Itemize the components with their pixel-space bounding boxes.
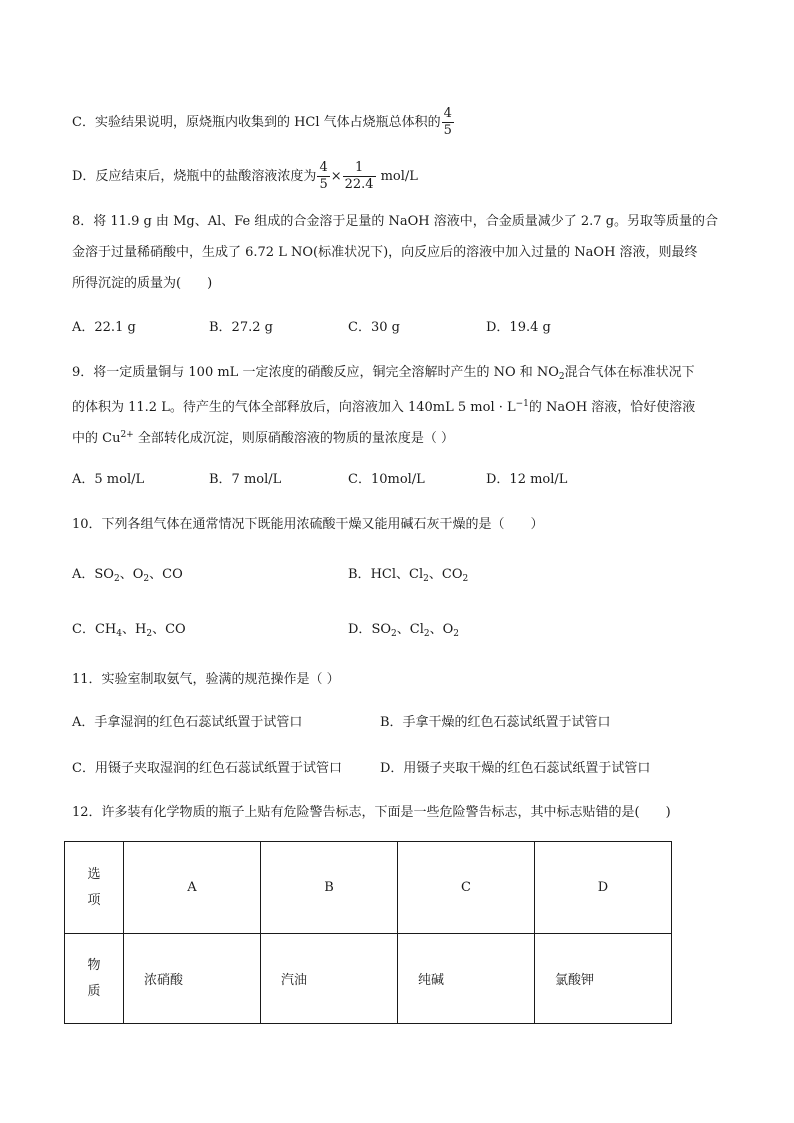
q8-option-c: C．30 g xyxy=(348,320,400,335)
q9-option-a: A．5 mol/L xyxy=(72,472,145,487)
q8-option-b: B．27.2 g xyxy=(209,320,273,335)
table-row-options xyxy=(65,842,672,934)
table-col-b: B xyxy=(261,842,398,934)
table-col-c: C xyxy=(398,842,535,934)
hazard-label-table xyxy=(64,841,672,1024)
q11-option-a: A．手拿湿润的红色石蕊试纸置于试管口 xyxy=(72,715,303,730)
q11-option-c: C．用镊子夹取湿润的红色石蕊试纸置于试管口 xyxy=(72,761,342,776)
fraction-1-22-4: $\frac{1}{22.4}$ xyxy=(344,160,374,192)
unit: mol/L xyxy=(380,169,418,184)
substance-d: 氯酸钾 xyxy=(535,934,672,1024)
q8-line-1: 8．将 11.9 g 由 Mg、Al、Fe 组成的合金溶于足量的 NaOH 溶液中，合金质量减少了 2.7 g。另取等质量的合 xyxy=(72,214,719,229)
option-d-text: D．反应结束后，烧瓶中的盐酸溶液浓度为 xyxy=(72,169,317,184)
option-c-text: C．实验结果说明，原烧瓶内收集到的 HCl 气体占烧瓶总体积的 xyxy=(72,115,441,130)
q8-option-d: D．19.4 g xyxy=(486,320,551,335)
q11-stem: 11．实验室制取氨气，验满的规范操作是（ ） xyxy=(72,672,340,687)
fraction-4-5: $\frac{4}{5}$ xyxy=(319,160,328,192)
q12-stem: 12．许多装有化学物质的瓶子上贴有危险警告标志，下面是一些危险警告标志，其中标志贴错的是( ) xyxy=(72,805,671,820)
q9-line-1: 9．将一定质量铜与 100 mL 一定浓度的硝酸反应，铜完全溶解时产生的 NO 和 $NO_2$混合气体在标准状况下 xyxy=(72,365,695,382)
table-header-label: 选 项 xyxy=(65,842,124,934)
q9-line-2: 的体积为 11.2 L。待产生的气体全部释放后，向溶液加入 140mL 5 mol · $L^{-1}$的 NaOH 溶液，恰好使溶液 xyxy=(72,399,696,415)
q10-option-a: A．$SO_2$、$O_2$、CO xyxy=(72,567,183,584)
table-row-substances xyxy=(65,934,672,1024)
fraction-4-5: $\frac{4}{5}$ xyxy=(443,106,452,138)
substance-b: 汽油 xyxy=(261,934,398,1024)
q10-option-c: C．$CH_4$、$H_2$、CO xyxy=(72,622,186,639)
table-row-label: 物 质 xyxy=(65,934,124,1024)
q9-option-b: B．7 mol/L xyxy=(209,472,282,487)
q11-option-b: B．手拿干燥的红色石蕊试纸置于试管口 xyxy=(380,715,611,730)
times-sign: × xyxy=(330,169,342,184)
table-col-a: A xyxy=(124,842,261,934)
table-col-d: D xyxy=(535,842,672,934)
q10-option-b: B．HCl、$Cl_2$、$CO_2$ xyxy=(348,567,469,584)
substance-a: 浓硝酸 xyxy=(124,934,261,1024)
q8-line-2: 金溶于过量稀硝酸中，生成了 6.72 L NO(标准状况下)，向反应后的溶液中加入过量的 NaOH 溶液，则最终 xyxy=(72,245,698,260)
option-c-line xyxy=(72,106,455,139)
q9-option-c: C．10mol/L xyxy=(348,472,425,487)
q9-line-3: 中的 $Cu^{2+}$ 全部转化成沉淀，则原硝酸溶液的物质的量浓度是（ ） xyxy=(72,430,454,446)
substance-c: 纯碱 xyxy=(398,934,535,1024)
option-d-line xyxy=(72,160,418,193)
q9-option-d: D．12 mol/L xyxy=(486,472,568,487)
q11-option-d: D．用镊子夹取干燥的红色石蕊试纸置于试管口 xyxy=(380,761,651,776)
q10-stem: 10．下列各组气体在通常情况下既能用浓硫酸干燥又能用碱石灰干燥的是（ ） xyxy=(72,517,544,532)
q8-line-3: 所得沉淀的质量为( ) xyxy=(72,276,213,291)
q10-option-d: D．$SO_2$、$Cl_2$、$O_2$ xyxy=(348,622,460,639)
q8-option-a: A．22.1 g xyxy=(72,320,136,335)
